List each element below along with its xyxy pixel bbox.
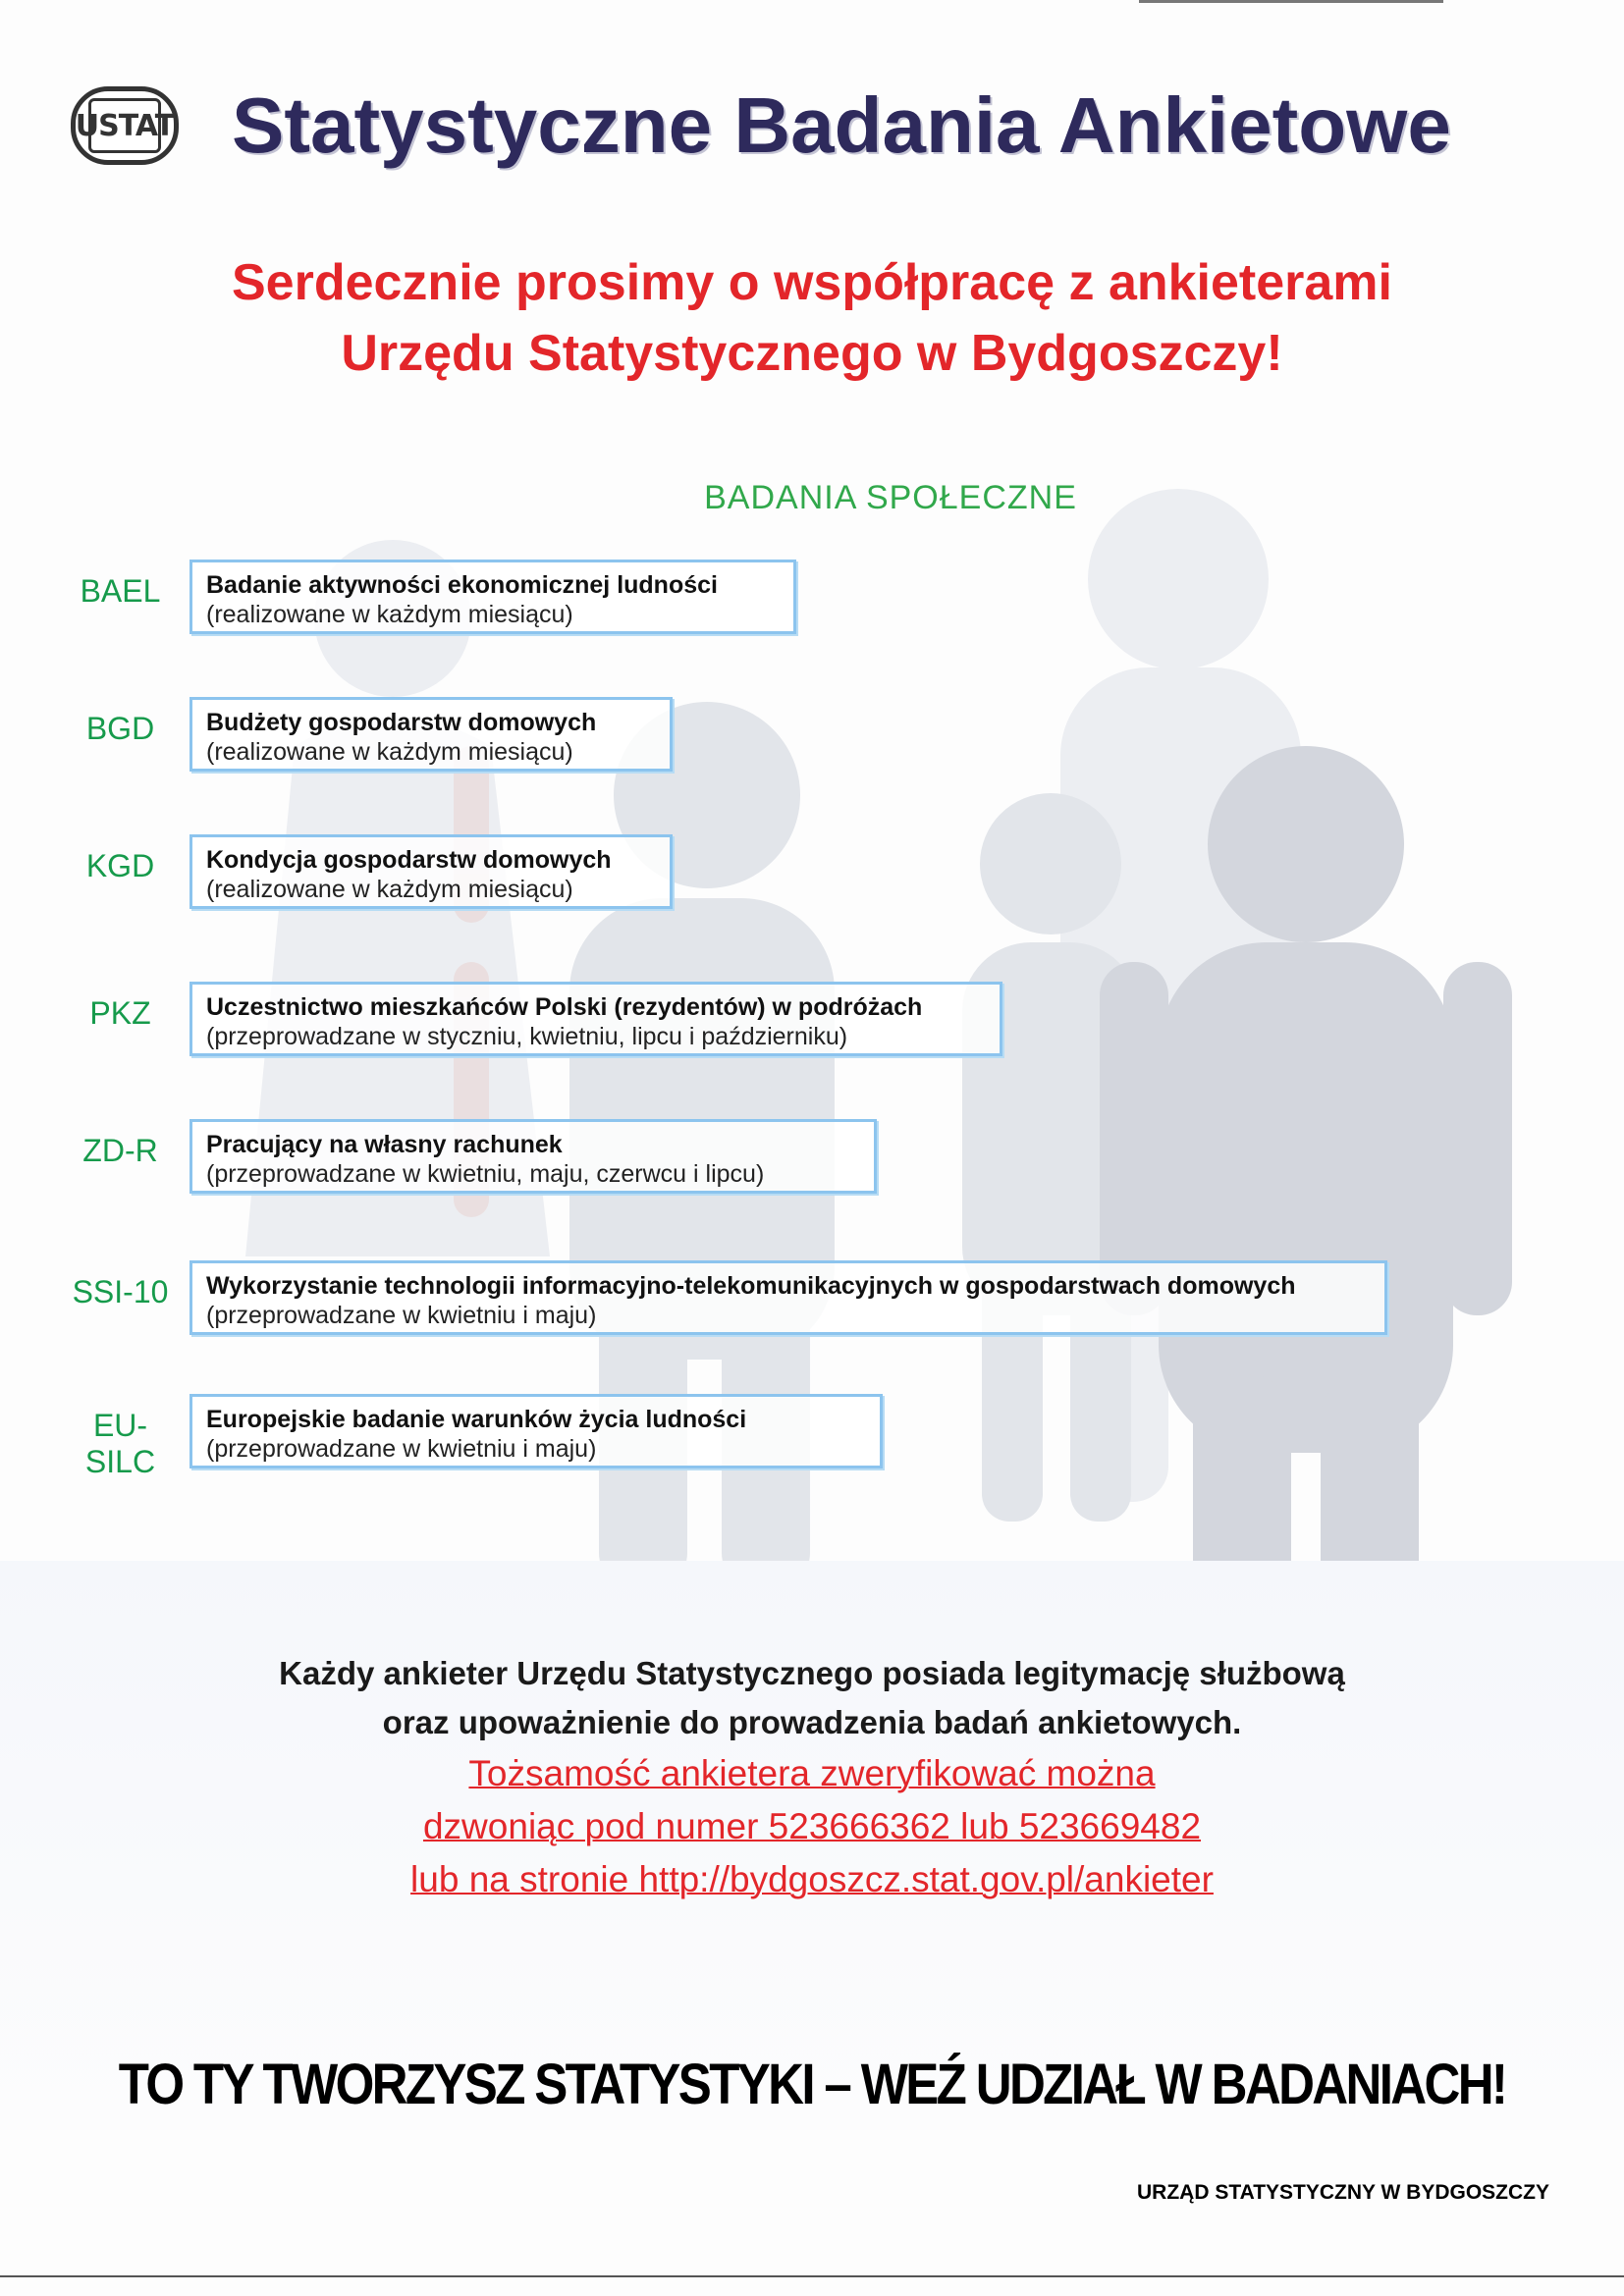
appeal-subtitle [0,247,1624,389]
survey-frequency: (przeprowadzane w kwietniu, maju, czerwcu i lipcu) [206,1160,765,1188]
survey-code: ZD-R [82,1133,158,1168]
survey-name: Pracujący na własny rachunek [206,1131,563,1158]
survey-name: Uczestnictwo mieszkańców Polski (rezydentów) w podróżach [206,993,923,1021]
survey-box [189,697,673,772]
survey-item-eu-silc [0,1394,1624,1482]
appeal-line-2: Urzędu Statystycznego w Bydgoszczy! [341,325,1283,382]
survey-name: Wykorzystanie technologii informacyjno-telekomunikacyjnych w gospodarstwach domowych [206,1272,1296,1300]
survey-code: BGD [85,711,155,746]
survey-item-bael [0,560,1624,648]
survey-frequency: (realizowane w każdym miesiącu) [206,601,573,628]
appeal-line-1: Serdecznie prosimy o współpracę z ankieterami [231,254,1392,311]
survey-box [189,560,796,634]
survey-item-bgd [0,697,1624,785]
survey-frequency: (realizowane w każdym miesiącu) [206,876,573,903]
section-title-social-surveys: BADANIA SPOŁECZNE [704,479,1077,516]
verify-text-1: Tożsamość ankietera zweryfikować można [468,1753,1156,1793]
survey-name: Budżety gospodarstw domowych [206,709,597,736]
survey-box [189,834,673,909]
survey-code: PKZ [89,995,151,1031]
survey-code: KGD [85,848,155,883]
survey-frequency: (przeprowadzane w kwietniu i maju) [206,1435,597,1463]
verify-url-line[interactable] [0,1853,1624,1906]
survey-item-kgd [0,834,1624,923]
ustat-logo-mark: USTAT [88,98,161,153]
survey-frequency: (realizowane w każdym miesiącu) [206,738,573,766]
survey-box [189,982,1002,1056]
survey-code: EU-SILC [84,1408,156,1479]
verify-phone-line[interactable] [0,1800,1624,1853]
survey-box [189,1394,883,1468]
survey-code: SSI-10 [72,1274,169,1309]
survey-name: Europejskie badanie warunków życia ludności [206,1406,747,1433]
verify-phone-text[interactable]: dzwoniąc pod numer 523666362 lub 523669482 [422,1806,1202,1846]
verify-line-1 [0,1747,1624,1800]
verify-url-link[interactable]: lub na stronie http://bydgoszcz.stat.gov.pl/ankieter [410,1859,1214,1899]
survey-frequency: (przeprowadzane w styczniu, kwietniu, lipcu i październiku) [206,1023,848,1050]
ustat-logo [71,86,179,165]
slogan: TO TY TWORZYSZ STATYSTYKI – WEŹ UDZIAŁ W BADANIACH! [118,2053,1506,2116]
survey-item-pkz [0,982,1624,1070]
office-name: URZĄD STATYSTYCZNY W BYDGOSZCZY [1137,2181,1549,2204]
survey-code: BAEL [80,573,161,609]
verification-info [0,1747,1624,1906]
survey-name: Badanie aktywności ekonomicznej ludności [206,571,718,599]
survey-item-zd-r [0,1119,1624,1207]
survey-box [189,1260,1387,1335]
info-line-1: Każdy ankieter Urzędu Statystycznego posiada legitymację służbową [279,1655,1345,1691]
info-line-2: oraz upoważnienie do prowadzenia badań ankietowych. [382,1704,1242,1740]
bottom-divider [0,2275,1624,2277]
survey-name: Kondycja gospodarstw domowych [206,846,612,874]
survey-box [189,1119,877,1194]
page-title: Statystyczne Badania Ankietowe [232,81,1451,169]
survey-item-ssi-10 [0,1260,1624,1349]
survey-frequency: (przeprowadzane w kwietniu i maju) [206,1302,597,1329]
interviewer-id-info [0,1649,1624,1747]
